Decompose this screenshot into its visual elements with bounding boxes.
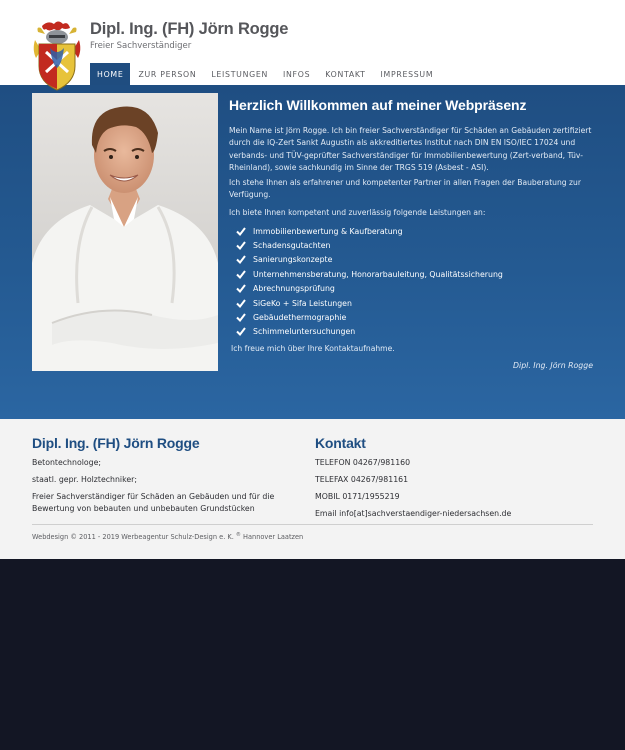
service-label: Immobilienbewertung & Kaufberatung — [253, 226, 403, 236]
nav-item-kontakt[interactable]: KONTAKT — [325, 69, 366, 79]
email-address[interactable]: Email info[at]sachverstaendiger-niedersachsen.de — [315, 509, 512, 518]
services-intro: Ich biete Ihnen kompetent und zuverlässig folgende Leistungen an: — [229, 208, 486, 217]
contact-heading: Kontakt — [315, 435, 366, 451]
checkmark-icon — [236, 299, 246, 308]
signature: Dipl. Ing. Jörn Rogge — [513, 361, 593, 370]
list-item — [236, 296, 503, 310]
phone-number[interactable]: TELEFON 04267/981160 — [315, 458, 411, 467]
nav-item-leistungen[interactable]: LEISTUNGEN — [211, 69, 269, 79]
service-label: Schimmeluntersuchungen — [253, 327, 356, 337]
qualification-line-3: Freier Sachverständiger für Schäden an Gebäuden und für die Bewertung von bebauten und unbebauten Grundstücken — [32, 492, 275, 514]
portrait-photo — [32, 93, 218, 371]
coat-of-arms-logo[interactable] — [32, 20, 82, 92]
checkmark-icon — [236, 284, 246, 293]
list-item — [236, 238, 503, 252]
qualification-line-2: staatl. gepr. Holztechniker; — [32, 475, 137, 484]
welcome-heading: Herzlich Willkommen auf meiner Webpräsenz — [229, 97, 527, 113]
site-title[interactable]: Dipl. Ing. (FH) Jörn Rogge — [90, 20, 289, 38]
list-item — [236, 253, 503, 267]
service-label: Abrechnungsprüfung — [253, 284, 335, 294]
site-footer — [0, 419, 625, 559]
closing-text: Ich freue mich über Ihre Kontaktaufnahme. — [231, 344, 395, 353]
copyright-text: Webdesign © 2011 - 2019 Werbeagentur Schulz-Design e. K. — [32, 533, 234, 542]
list-item — [236, 224, 503, 238]
site-header — [0, 0, 625, 85]
checkmark-icon — [236, 270, 246, 279]
footer-name-heading: Dipl. Ing. (FH) Jörn Rogge — [32, 435, 200, 451]
checkmark-icon — [236, 241, 246, 250]
service-label: Sanierungskonzepte — [253, 255, 333, 265]
intro-paragraph: Mein Name ist Jörn Rogge. Ich bin freier Sachverständiger für Schäden an Gebäuden zertifiziert durch die IQ-Zert Sankt Augustin als akkreditiertes Institut nach DIN EN ISO/IEC 17024 und verbands- und TÜV-geprüfter Sachverständiger für Immobilienbewertung (Zert-verband, Tüv-Rheinland), sowie sachkundig im Sinne der TRGS 519 (Asbest - ASI). — [229, 126, 592, 173]
registered-mark: ® — [235, 532, 241, 538]
main-nav — [90, 63, 441, 85]
service-label: Unternehmensberatung, Honorarbauleitung, Qualitätssicherung — [253, 269, 503, 279]
copyright-location: Hannover Laatzen — [243, 533, 304, 542]
site-subtitle: Freier Sachverständiger — [90, 41, 192, 51]
service-label: Gebäudethermographie — [253, 313, 347, 323]
footer-divider — [32, 524, 593, 525]
service-label: Schadensgutachten — [253, 241, 331, 251]
fax-number: TELEFAX 04267/981161 — [315, 475, 409, 484]
list-item — [236, 310, 503, 324]
checkmark-icon — [236, 313, 246, 322]
nav-item-home[interactable]: HOME — [90, 63, 130, 85]
nav-item-impressum[interactable]: IMPRESSUM — [380, 69, 434, 79]
list-item — [236, 267, 503, 281]
page-bottom-background — [0, 559, 625, 750]
partner-paragraph: Ich stehe Ihnen als erfahrener und kompetenter Partner in allen Fragen der Bauberatung zur Verfügung. — [229, 178, 581, 200]
nav-item-zur-person[interactable]: ZUR PERSON — [138, 69, 197, 79]
qualification-line-1: Betontechnologe; — [32, 458, 102, 467]
copyright-notice[interactable] — [32, 532, 303, 541]
hero-section — [0, 85, 625, 419]
mobile-number[interactable]: MOBIL 0171/1955219 — [315, 492, 400, 501]
nav-item-infos[interactable]: INFOS — [283, 69, 311, 79]
checkmark-icon — [236, 327, 246, 336]
list-item — [236, 325, 503, 339]
checkmark-icon — [236, 255, 246, 264]
services-list — [236, 224, 503, 339]
service-label: SiGeKo + Sifa Leistungen — [253, 298, 352, 308]
checkmark-icon — [236, 227, 246, 236]
list-item — [236, 282, 503, 296]
